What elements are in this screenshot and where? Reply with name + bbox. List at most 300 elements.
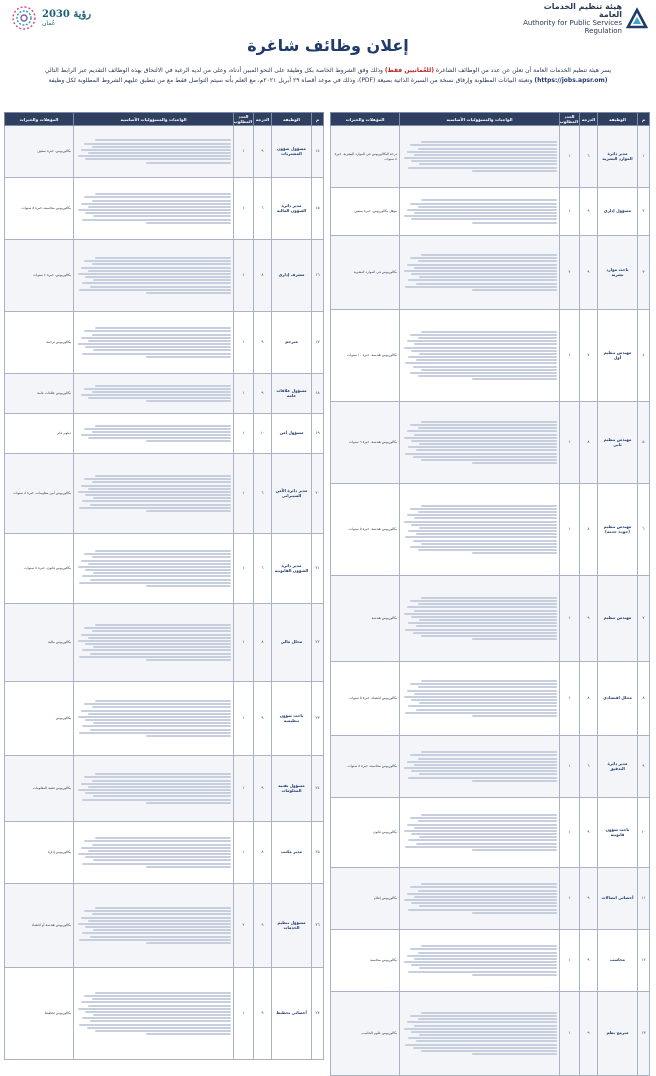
duty-text-line [421, 751, 557, 753]
duty-text-line [414, 1025, 557, 1027]
table-row [5, 756, 324, 822]
cell-qualifications: بكالوريوس أمن معلومات، خبرة ٨ سنوات [5, 454, 74, 534]
cell-duties [400, 576, 560, 662]
cell-count: ١ [560, 930, 580, 992]
duty-text-line [84, 260, 231, 262]
duty-text-line [408, 777, 557, 779]
cell-qualifications: بكالوريوس إعلام [331, 868, 400, 930]
duty-text-line [408, 167, 557, 169]
table-row [331, 310, 650, 402]
duty-text-line [404, 830, 557, 832]
duty-text-line [419, 443, 557, 445]
duty-text-line [472, 289, 557, 291]
duty-text-line [81, 434, 231, 436]
duty-text-line [405, 629, 557, 631]
duty-text-line [88, 437, 231, 439]
duty-text-line [95, 257, 231, 259]
cell-no: ٢٠ [312, 454, 324, 534]
cell-no: ٩ [638, 736, 650, 798]
duty-text-line [411, 350, 557, 352]
duty-text-line [78, 273, 231, 275]
duty-text-line [95, 1030, 231, 1032]
duty-text-line [78, 789, 231, 791]
duty-text-line [82, 799, 231, 801]
cell-count: ١ [560, 402, 580, 484]
duty-text-line [79, 289, 231, 291]
duty-text-line [410, 334, 557, 336]
duty-text-line [88, 920, 231, 922]
duty-text-line [78, 491, 231, 493]
cell-job-title: مسؤول تنظيم الخدمات [272, 884, 312, 968]
cell-count: ١ [234, 454, 254, 534]
cell-qualifications: بكالوريوس قانون، خبرة ٨ سنوات [5, 534, 74, 604]
duty-text-line [93, 795, 231, 797]
cell-duties [74, 374, 234, 414]
duty-text-line [146, 942, 231, 944]
cell-qualifications: بكالوريوس في الموارد البشرية [331, 236, 400, 310]
duty-text-line [414, 693, 557, 695]
duty-text-line [81, 485, 231, 487]
duty-text-line [419, 836, 557, 838]
cell-qualifications: بكالوريوس هندسة [331, 576, 400, 662]
cell-count: ١ [234, 604, 254, 682]
col-header-count: العدد المطلوب [233, 114, 252, 124]
duty-text-line [411, 218, 557, 220]
cell-grade: ٩ [254, 126, 272, 178]
table-header-row [5, 113, 324, 126]
table-row [5, 968, 324, 1060]
intro-line-2: وذلك وفق الشروط الخاصة بكل وظيفة على النحو المبين أدناه، وعلى من لديه الرغبة في الالتحاق بهذه الوظائف التقديم عبر الرابط التالي [44, 67, 383, 74]
cell-grade: ٦ [580, 126, 598, 188]
duty-text-line [85, 346, 231, 348]
duty-text-line [81, 337, 231, 339]
duty-text-line [418, 206, 558, 208]
vision-label: رؤية 2030 [42, 9, 92, 20]
duty-text-line [88, 340, 231, 342]
duty-text-line [146, 400, 231, 402]
duty-text-line [84, 330, 231, 332]
duty-text-line [472, 638, 557, 640]
cell-grade: ٨ [580, 662, 598, 736]
cell-count: ١ [234, 756, 254, 822]
cell-qualifications: بكالوريوس، خبرة سنتين [5, 126, 74, 178]
duty-text-line [404, 347, 557, 349]
cell-no: ٤ [638, 310, 650, 402]
duty-text-line [472, 552, 557, 554]
duty-text-line [404, 899, 557, 901]
apsr-logo-text [518, 3, 622, 35]
table-row [5, 178, 324, 240]
duty-text-line [411, 902, 557, 904]
duty-text-line [411, 770, 557, 772]
duty-text-line [81, 710, 231, 712]
cell-qualifications: بكالوريوس تخطيط [5, 968, 74, 1060]
duty-text-line [421, 331, 557, 333]
duty-text-line [408, 356, 557, 358]
cell-qualifications: بكالوريوس قانون [331, 798, 400, 868]
intro-highlight: (للعُمانيين فقط) [384, 67, 434, 74]
table-row [5, 312, 324, 374]
duty-text-line [405, 453, 557, 455]
cell-count: ١ [560, 484, 580, 576]
jobs-tables [6, 112, 650, 1036]
duty-text-line [407, 955, 557, 957]
duty-text-line [93, 497, 231, 499]
duty-text-line [407, 514, 557, 516]
duty-text-line [84, 553, 231, 555]
duty-text-line [81, 634, 231, 636]
cell-job-title: أخصائي تخطيط [272, 968, 312, 1060]
duty-text-line [408, 446, 557, 448]
duty-text-line [78, 923, 231, 925]
col-header-grade: الدرجة [254, 113, 272, 126]
duty-text-line [92, 998, 232, 1000]
table-row [331, 576, 650, 662]
duty-text-line [93, 929, 231, 931]
duty-text-line [413, 366, 557, 368]
cell-no: ١٢ [638, 930, 650, 992]
apply-link[interactable]: (https://jobs.apsr.om) [534, 77, 608, 84]
duty-text-line [472, 974, 557, 976]
duty-text-line [78, 640, 231, 642]
cell-job-title: محاسب [598, 930, 638, 992]
duty-text-line [92, 263, 232, 265]
duty-text-line [408, 1037, 557, 1039]
cell-qualifications: بكالوريوس هندسة، خبرة ٦ سنوات [331, 402, 400, 484]
cell-job-title: مدير دائرة الشؤون القانونية [272, 534, 312, 604]
cell-count: ١ [560, 310, 580, 402]
duty-text-line [419, 163, 557, 165]
duty-text-line [93, 349, 231, 351]
duty-text-line [146, 292, 231, 294]
duty-text-line [81, 149, 231, 151]
col-header-title: الوظيفة [598, 113, 638, 126]
duty-text-line [472, 378, 557, 380]
duty-text-line [81, 203, 231, 205]
table-row [5, 126, 324, 178]
duty-text-line [421, 883, 557, 885]
duty-text-line [413, 1047, 557, 1049]
duty-text-line [410, 600, 557, 602]
duty-text-line [410, 948, 557, 950]
duty-text-line [407, 209, 557, 211]
duty-text-line [404, 1028, 557, 1030]
duty-text-line [81, 917, 231, 919]
duty-text-line [81, 267, 231, 269]
duty-text-line [413, 540, 557, 542]
duty-text-line [418, 603, 558, 605]
col-header-quals: المؤهلات والخبرات [5, 113, 74, 126]
duty-text-line [93, 722, 231, 724]
duty-text-line [79, 507, 231, 509]
duty-text-line [95, 773, 231, 775]
cell-no: ١٣ [638, 992, 650, 1076]
table-row [5, 414, 324, 454]
duty-text-line [84, 910, 231, 912]
cell-duties [74, 454, 234, 534]
table-row [331, 798, 650, 868]
duty-text-line [87, 1027, 231, 1029]
cell-qualifications: بكالوريوس ترجمة [5, 312, 74, 374]
cell-no: ١٤ [312, 126, 324, 178]
duty-text-line [78, 566, 231, 568]
cell-count: ١ [560, 126, 580, 188]
cell-count: ١ [560, 576, 580, 662]
duty-text-line [410, 424, 557, 426]
duty-text-line [411, 964, 557, 966]
cell-grade: ٩ [580, 576, 598, 662]
duty-text-line [90, 504, 231, 506]
duty-text-line [414, 434, 557, 436]
apsr-logo [518, 2, 648, 35]
duty-text-line [84, 840, 231, 842]
duty-text-line [405, 1044, 557, 1046]
cell-job-title: باحث موارد بشرية [598, 236, 638, 310]
duty-text-line [90, 579, 231, 581]
cell-grade: ٩ [254, 374, 272, 414]
table-row [5, 454, 324, 534]
cell-no: ٨ [638, 662, 650, 736]
cell-duties [74, 534, 234, 604]
cell-no: ٥ [638, 402, 650, 484]
cell-count: ١ [560, 868, 580, 930]
cell-count: ١ [560, 662, 580, 736]
cell-no: ١٠ [638, 798, 650, 868]
duty-text-line [146, 802, 231, 804]
duty-text-line [79, 939, 231, 941]
duty-text-line [411, 699, 557, 701]
duty-text-line [84, 478, 231, 480]
duty-text-line [85, 494, 231, 496]
duty-text-line [92, 431, 232, 433]
duty-text-line [407, 430, 557, 432]
duty-text-line [78, 716, 231, 718]
duty-text-line [95, 550, 231, 552]
cell-grade: ٩ [254, 312, 272, 374]
duty-text-line [421, 505, 557, 507]
duty-text-line [146, 659, 231, 661]
duty-text-line [407, 690, 557, 692]
page-title: إعلان وظائف شاغرة [247, 36, 409, 55]
duty-text-line [404, 215, 557, 217]
org-name-en: Authority for Public Services Regulation [523, 19, 622, 35]
table-row [5, 604, 324, 682]
duty-text-line [78, 155, 231, 157]
cell-grade: ٦ [580, 736, 598, 798]
duty-text-line [92, 844, 232, 846]
duty-text-line [407, 264, 557, 266]
duty-text-line [95, 475, 231, 477]
duty-text-line [92, 334, 232, 336]
duty-text-line [408, 971, 557, 973]
cell-grade: ٩ [580, 992, 598, 1076]
cell-grade: ٨ [254, 240, 272, 312]
cell-duties [74, 822, 234, 884]
duty-text-line [421, 1012, 557, 1014]
duty-text-line [85, 926, 231, 928]
cell-count: ٢ [234, 884, 254, 968]
cell-job-title: محلل اقتصادي [598, 662, 638, 736]
cell-no: ١٨ [312, 374, 324, 414]
cell-count: ١ [234, 312, 254, 374]
duty-text-line [416, 283, 557, 285]
duty-text-line [93, 572, 231, 574]
jobs-table-right [330, 112, 650, 1076]
duty-text-line [414, 610, 557, 612]
duty-text-line [421, 254, 557, 256]
duty-text-line [146, 440, 231, 442]
cell-duties [400, 236, 560, 310]
duty-text-line [90, 286, 231, 288]
duty-text-line [85, 856, 231, 858]
duty-text-line [85, 276, 231, 278]
duty-text-line [82, 500, 231, 502]
cell-qualifications: بكالوريوس تقنية المعلومات [5, 756, 74, 822]
cell-job-title: محلل مالي [272, 604, 312, 682]
cell-qualifications: بكالوريوس هندسة، خبرة ٥ سنوات [331, 484, 400, 576]
cell-grade: ٩ [254, 682, 272, 756]
cell-no: ٢٥ [312, 822, 324, 884]
duty-text-line [416, 625, 557, 627]
col-header-title: الوظيفة [272, 113, 312, 126]
duty-text-line [81, 1001, 231, 1003]
duty-text-line [472, 715, 557, 717]
cell-duties [400, 798, 560, 868]
duty-text-line [408, 909, 557, 911]
cell-qualifications: بكالوريوس محاسبة [331, 930, 400, 992]
duty-text-line [405, 286, 557, 288]
duty-text-line [92, 146, 232, 148]
col-header-grade: الدرجة [580, 113, 598, 126]
cell-duties [74, 178, 234, 240]
duty-text-line [84, 776, 231, 778]
duty-text-line [85, 158, 231, 160]
cell-qualifications: مؤهل بكالوريوس، خبرة سنتين [331, 188, 400, 236]
duty-text-line [411, 440, 557, 442]
duty-text-line [88, 850, 231, 852]
duty-text-line [421, 421, 557, 423]
table-row [331, 188, 650, 236]
duty-text-line [408, 279, 557, 281]
duty-text-line [421, 141, 557, 143]
duty-text-line [408, 530, 557, 532]
duty-text-line [146, 222, 231, 224]
duty-text-line [404, 437, 557, 439]
duty-text-line [416, 1040, 557, 1042]
cell-job-title: مهندس تنظيم [598, 576, 638, 662]
duty-text-line [419, 527, 557, 529]
duty-text-line [408, 622, 557, 624]
org-name-ar: هيئة تنظيم الخدمات العامة [543, 2, 622, 19]
duty-text-line [416, 843, 557, 845]
cell-grade: ٩ [254, 756, 272, 822]
cell-qualifications: بكالوريوس [5, 682, 74, 756]
duty-text-line [410, 372, 557, 374]
duty-text-line [414, 958, 557, 960]
cell-no: ١١ [638, 868, 650, 930]
duty-text-line [421, 1050, 557, 1052]
cell-grade: ٩ [580, 930, 598, 992]
cell-no: ٢١ [312, 534, 324, 604]
duty-text-line [416, 709, 557, 711]
table-row [331, 662, 650, 736]
duty-text-line [93, 646, 231, 648]
duty-text-line [146, 1033, 231, 1035]
duty-text-line [407, 1021, 557, 1023]
cell-qualifications: بكالوريوس محاسبة، خبرة ٨ سنوات [5, 178, 74, 240]
duty-text-line [418, 260, 558, 262]
table-row [331, 930, 650, 992]
cell-job-title: مسؤول علاقات عامة [272, 374, 312, 414]
table-row [331, 992, 650, 1076]
duty-text-line [95, 327, 231, 329]
duty-text-line [84, 995, 231, 997]
cell-duties [74, 126, 234, 178]
duty-text-line [472, 170, 557, 172]
duty-text-line [472, 849, 557, 851]
cell-duties [74, 414, 234, 454]
cell-duties [400, 992, 560, 1076]
duty-text-line [419, 1034, 557, 1036]
cell-no: ١ [638, 126, 650, 188]
cell-no: ٧ [638, 576, 650, 662]
duty-text-line [416, 359, 557, 361]
cell-duties [74, 884, 234, 968]
cell-grade: ١٠ [254, 414, 272, 454]
duty-text-line [413, 456, 557, 458]
duty-text-line [472, 912, 557, 914]
cell-duties [74, 756, 234, 822]
duty-text-line [84, 196, 231, 198]
cell-no: ٢٣ [312, 682, 324, 756]
duty-text-line [414, 267, 557, 269]
jobs-table-right-body [331, 126, 650, 1076]
cell-duties [400, 484, 560, 576]
cell-grade: ٨ [580, 484, 598, 576]
duty-text-line [95, 992, 231, 994]
duty-text-line [410, 886, 557, 888]
duty-text-line [419, 276, 557, 278]
duty-text-line [411, 616, 557, 618]
cell-grade: ٦ [254, 454, 272, 534]
table-row [5, 374, 324, 414]
duty-text-line [88, 152, 231, 154]
vision-2030-logo [10, 4, 100, 32]
duty-text-line [84, 703, 231, 705]
duty-text-line [90, 1020, 231, 1022]
duty-text-line [95, 700, 231, 702]
cell-no: ١٦ [312, 240, 324, 312]
duty-text-line [146, 162, 231, 164]
table-row [5, 884, 324, 968]
cell-count: ١ [234, 126, 254, 178]
duty-text-line [421, 635, 557, 637]
duty-text-line [407, 151, 557, 153]
duty-text-line [85, 569, 231, 571]
duty-text-line [88, 1005, 231, 1007]
cell-grade: ٩ [254, 968, 272, 1060]
intro-line-1: يسر هيئة تنظيم الخدمات العامة أن تعلن عن عدد من الوظائف الشاغرة [435, 67, 612, 74]
cell-no: ٢٧ [312, 968, 324, 1060]
duty-text-line [84, 388, 231, 390]
duty-text-line [146, 735, 231, 737]
duty-text-line [421, 680, 557, 682]
duty-text-line [88, 637, 231, 639]
table-row [331, 126, 650, 188]
duty-text-line [414, 212, 557, 214]
duty-text-line [418, 375, 558, 377]
duty-text-line [418, 686, 558, 688]
